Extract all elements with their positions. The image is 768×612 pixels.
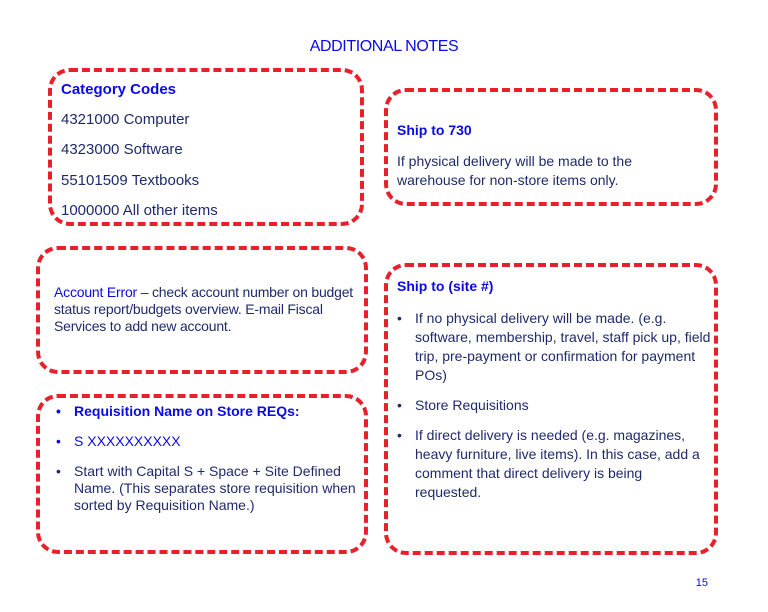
ship-site-no-delivery-text: If no physical delivery will be made. (e.g. software, membership, travel, staff pick up, field trip, pre-payment or confirmation for payment POs)	[415, 310, 711, 383]
requisition-list	[54, 403, 362, 514]
requisition-item-instructions	[54, 463, 362, 514]
ship-site-store-text: Store Requisitions	[415, 397, 529, 413]
category-code-other: 1000000 All other items	[61, 202, 218, 219]
ship-730-heading: Ship to 730	[397, 122, 472, 138]
category-codes-heading: Category Codes	[61, 81, 177, 98]
ship-site-item-direct	[395, 426, 712, 502]
requisition-format-text: S XXXXXXXXXX	[74, 433, 181, 449]
account-error-body: – check account number on budget status report/budgets overview. E-mail Fiscal Services to add new account.	[54, 284, 353, 334]
ship-730-text: If physical delivery will be made to the warehouse for non-store items only.	[397, 153, 632, 188]
category-code-software: 4323000 Software	[61, 141, 183, 158]
page-number: 15	[695, 577, 708, 589]
page-title: ADDITIONAL NOTES	[309, 38, 459, 55]
requisition-instructions-text: Start with Capital S + Space + Site Defined Name. (This separates store requisition when sorted by Requisition Name.)	[74, 463, 356, 513]
account-error-label: Account Error	[54, 284, 137, 300]
ship-site-item-store	[395, 396, 712, 415]
category-code-textbooks: 55101509 Textbooks	[61, 172, 200, 189]
ship-site-direct-text: If direct delivery is needed (e.g. magazines, heavy furniture, live items). In this case, add a comment that direct delivery is being requested.	[415, 427, 700, 500]
ship-site-list	[395, 309, 712, 502]
requisition-item-heading	[54, 403, 362, 420]
ship-site-heading: Ship to (site #)	[397, 278, 494, 294]
ship-site-item-no-delivery	[395, 309, 712, 385]
requisition-heading-text: Requisition Name on Store REQs:	[74, 403, 300, 419]
category-code-computer: 4321000 Computer	[61, 111, 190, 128]
requisition-item-format	[54, 433, 362, 450]
account-error-text	[54, 284, 366, 335]
